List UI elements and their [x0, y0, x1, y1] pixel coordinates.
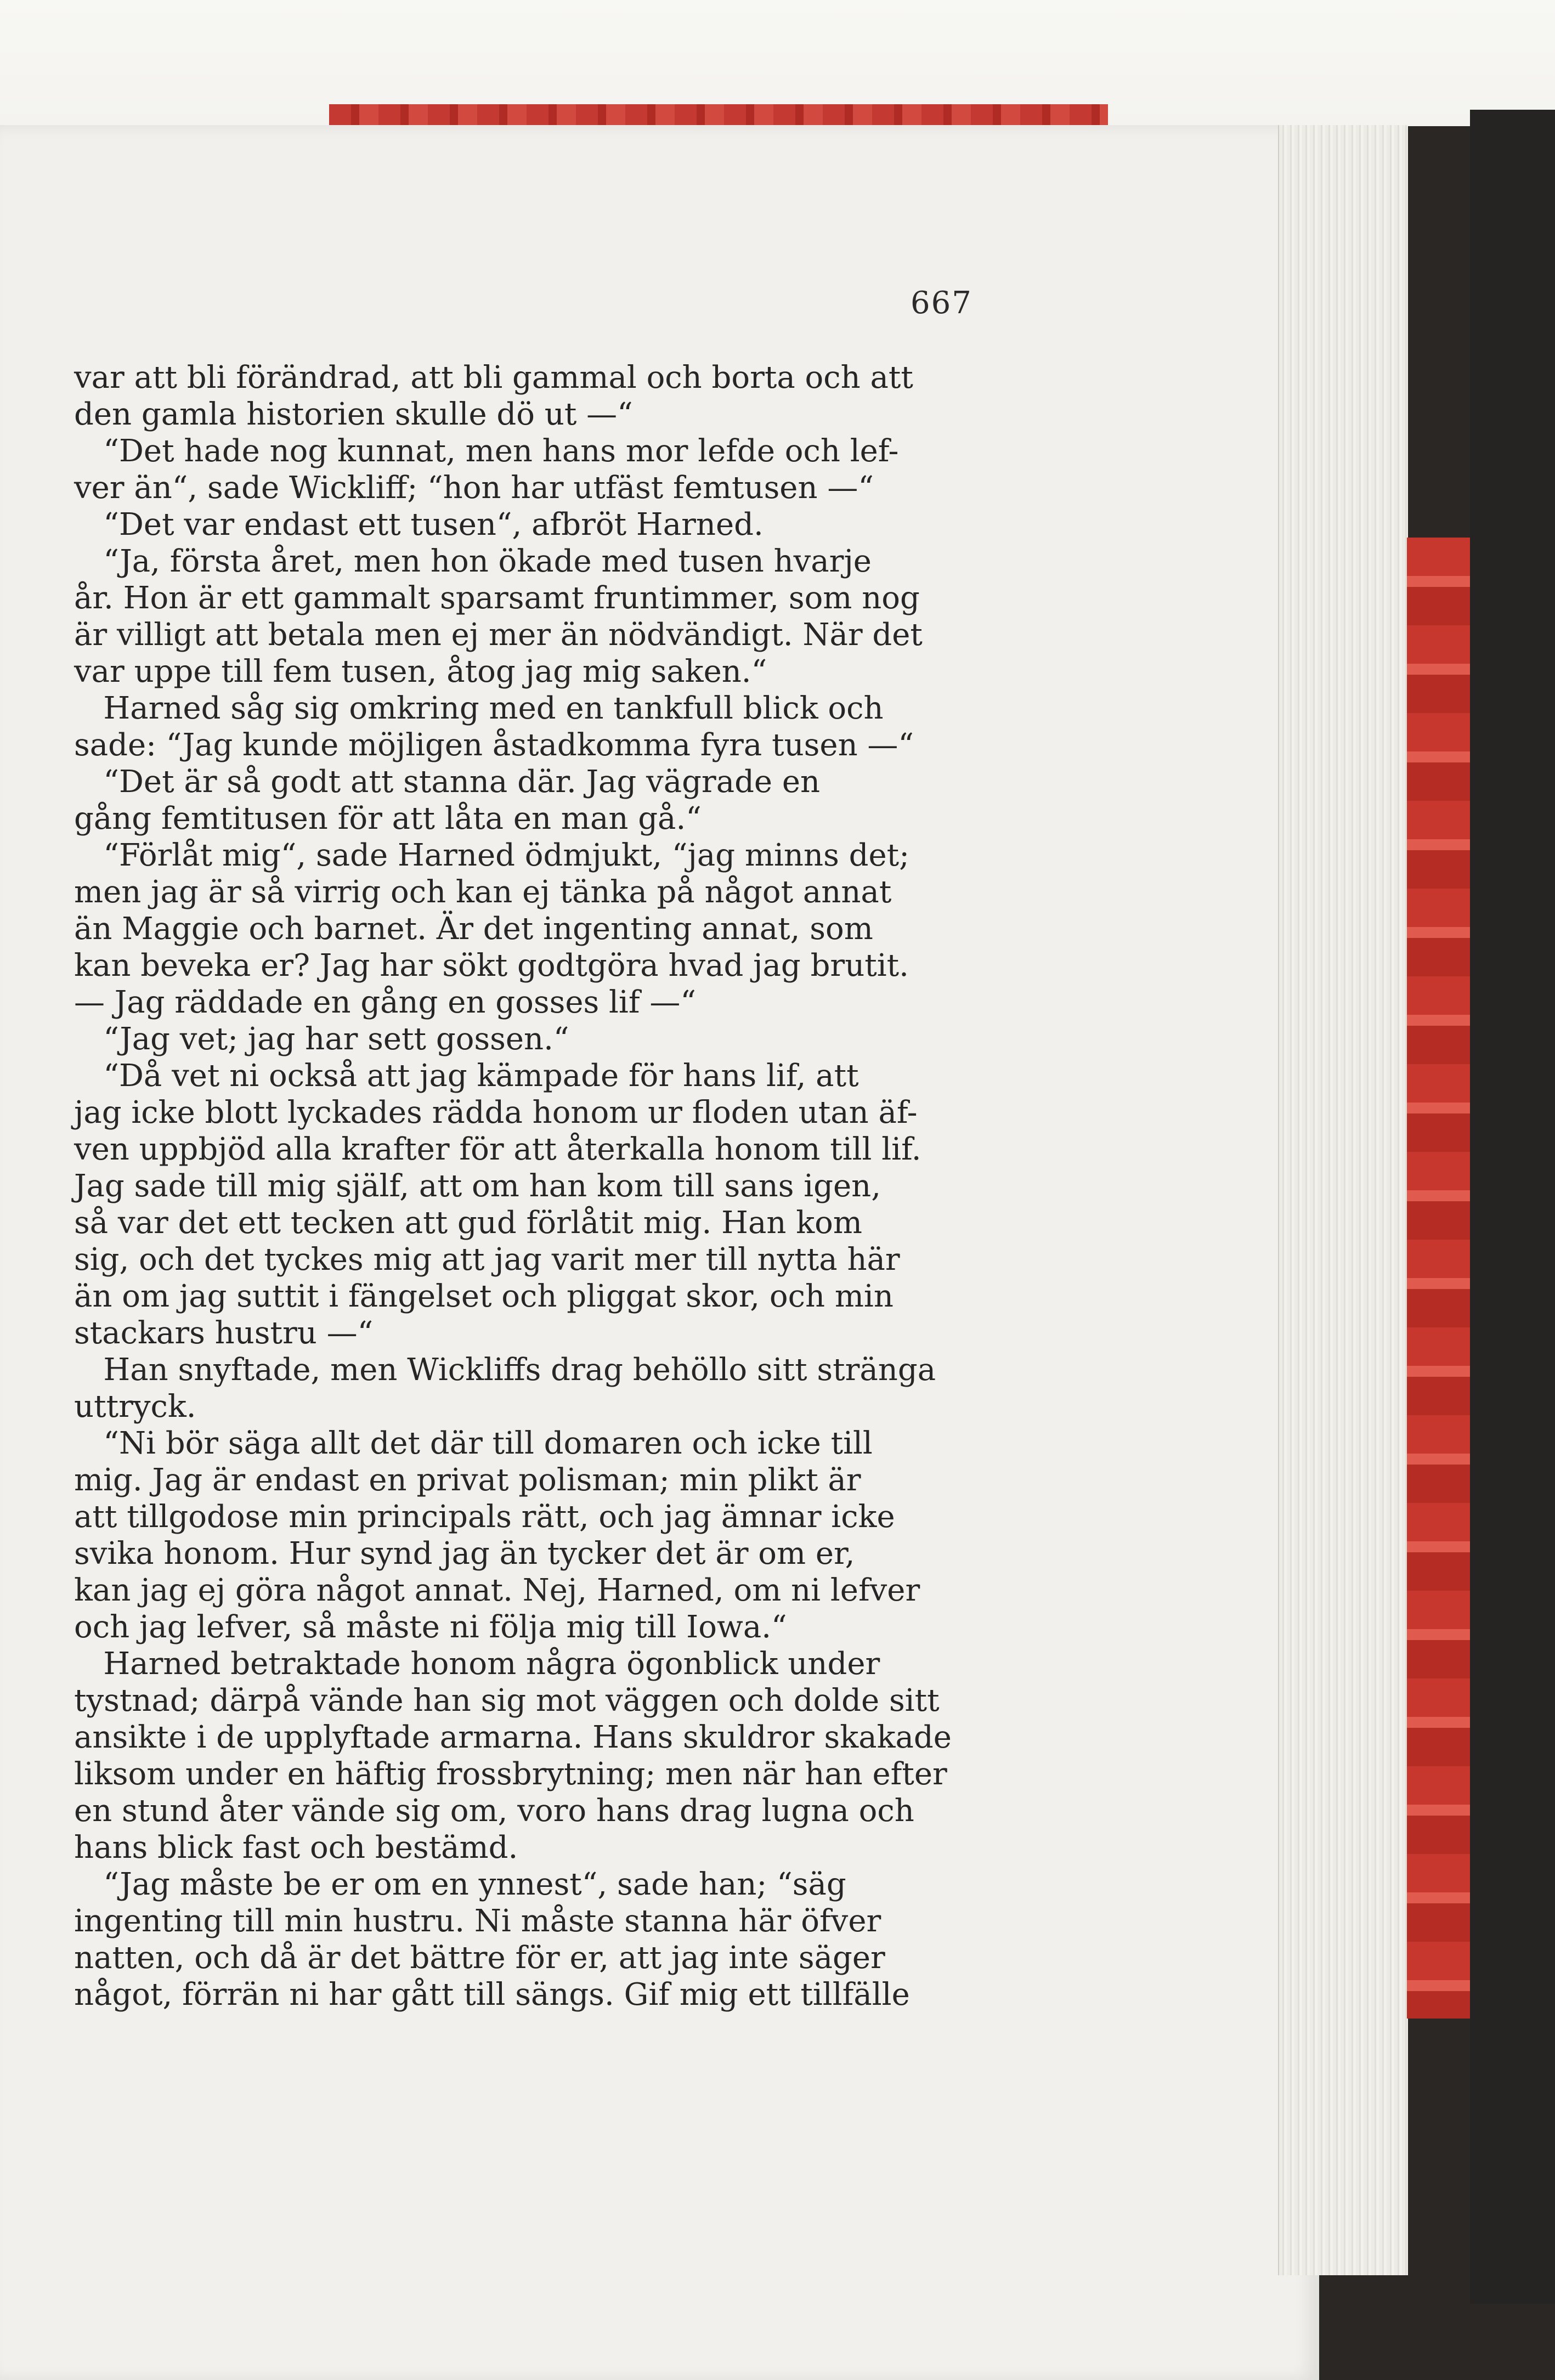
text-line: så var det ett tecken att gud förlåtit mig. Han kom [74, 1205, 862, 1241]
text-line: Harned såg sig omkring med en tankfull blick och [74, 691, 884, 726]
text-line: att tillgodose min principals rätt, och jag ämnar icke [74, 1499, 895, 1535]
text-line: stackars hustru —“ [74, 1315, 374, 1351]
page-number: 667 [911, 285, 972, 321]
text-line: “Jag måste be er om en ynnest“, sade han; “säg [74, 1867, 846, 1902]
text-line: “Förlåt mig“, sade Harned ödmjukt, “jag minns det; [74, 838, 909, 873]
body-text [74, 359, 1012, 2013]
text-line: “Det hade nog kunnat, men hans mor lefde och lef- [74, 433, 899, 469]
page-fore-edge [1278, 125, 1408, 2275]
text-line: ansikte i de upplyftade armarna. Hans skuldror skakade [74, 1720, 952, 1755]
text-line: “Ni bör säga allt det där till domaren och icke till [74, 1426, 873, 1461]
text-line: “Jag vet; jag har sett gossen.“ [74, 1021, 569, 1057]
text-line: kan beveka er? Jag har sökt godtgöra hvad jag brutit. [74, 948, 909, 983]
text-line: sade: “Jag kunde möjligen åstadkomma fyra tusen —“ [74, 727, 914, 763]
text-line: en stund åter vände sig om, voro hans drag lugna och [74, 1793, 914, 1829]
text-line: än Maggie och barnet. Är det ingenting annat, som [74, 911, 873, 947]
red-page-edge [1407, 538, 1470, 2019]
text-line: mig. Jag är endast en privat polisman; min plikt är [74, 1462, 861, 1498]
text-line: den gamla historien skulle dö ut —“ [74, 397, 633, 432]
text-line: men jag är så virrig och kan ej tänka på något annat [74, 874, 892, 910]
text-line: tystnad; därpå vände han sig mot väggen och dolde sitt [74, 1683, 940, 1718]
text-line: uttryck. [74, 1389, 196, 1424]
text-line: är villigt att betala men ej mer än nödvändigt. När det [74, 617, 923, 653]
text-line: Harned betraktade honom några ögonblick under [74, 1646, 880, 1682]
text-line: Han snyftade, men Wickliffs drag behöllo sitt stränga [74, 1352, 936, 1388]
text-line: och jag lefver, så måste ni följa mig till Iowa.“ [74, 1609, 787, 1645]
text-line: ven uppbjöd alla krafter för att återkalla honom till lif. [74, 1132, 921, 1167]
text-line: Jag sade till mig själf, att om han kom till sans igen, [74, 1168, 881, 1204]
text-line: var att bli förändrad, att bli gammal och borta och att [74, 360, 913, 395]
text-line: natten, och då är det bättre för er, att jag inte säger [74, 1940, 885, 1976]
book-cover-edge [1470, 110, 1555, 2304]
text-line: liksom under en häftig frossbrytning; men när han efter [74, 1756, 947, 1792]
text-line: “Det är så godt att stanna där. Jag vägrade en [74, 764, 821, 800]
text-line: var uppe till fem tusen, åtog jag mig saken.“ [74, 654, 767, 689]
text-line: ingenting till min hustru. Ni måste stanna här öfver [74, 1903, 881, 1939]
text-line: — Jag räddade en gång en gosses lif —“ [74, 985, 696, 1020]
text-line: “Det var endast ett tusen“, afbröt Harned. [74, 507, 764, 542]
text-line: något, förrän ni har gått till sängs. Gif mig ett tillfälle [74, 1977, 910, 2012]
text-line: gång femtitusen för att låta en man gå.“ [74, 801, 702, 836]
text-line: kan jag ej göra något annat. Nej, Harned, om ni lefver [74, 1573, 920, 1608]
text-line: år. Hon är ett gammalt sparsamt fruntimmer, som nog [74, 580, 920, 616]
text-line: sig, och det tyckes mig att jag varit mer till nytta här [74, 1242, 900, 1277]
text-line: ver än“, sade Wickliff; “hon har utfäst femtusen —“ [74, 470, 874, 506]
text-line: “Då vet ni också att jag kämpade för hans lif, att [74, 1058, 859, 1094]
text-line: svika honom. Hur synd jag än tycker det är om er, [74, 1536, 855, 1571]
text-line: “Ja, första året, men hon ökade med tusen hvarje [74, 544, 872, 579]
text-line: jag icke blott lyckades rädda honom ur floden utan äf- [74, 1095, 918, 1130]
text-line: än om jag suttit i fängelset och pliggat skor, och min [74, 1279, 894, 1314]
text-line: hans blick fast och bestämd. [74, 1830, 518, 1865]
